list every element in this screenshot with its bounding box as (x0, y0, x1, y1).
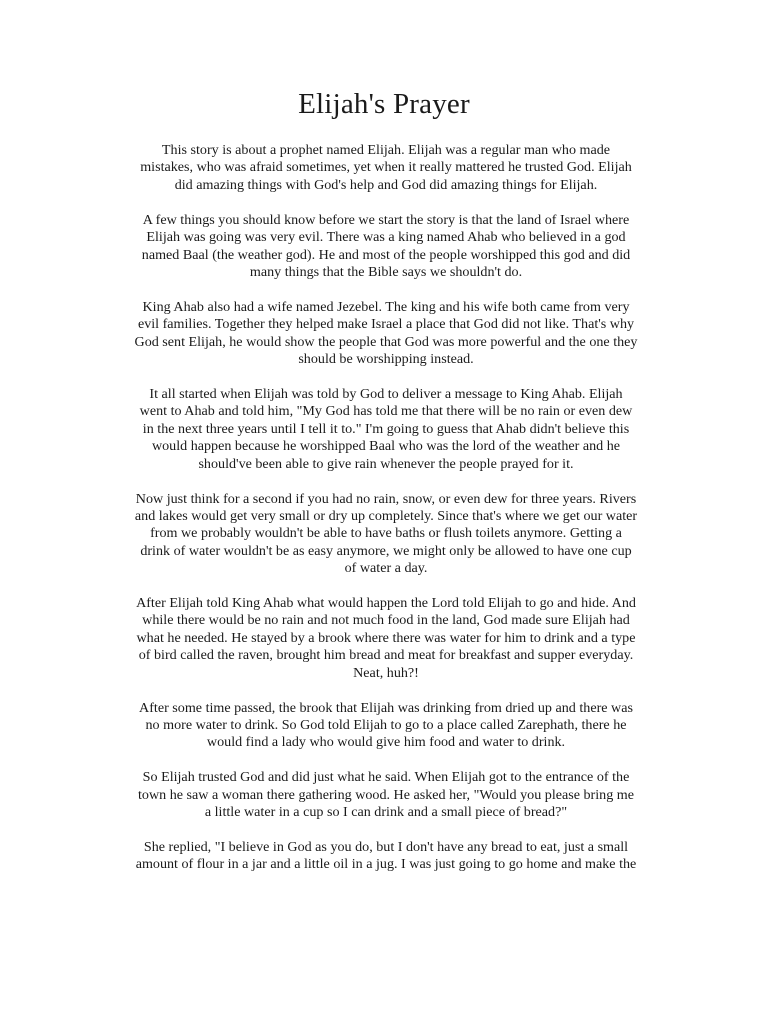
paragraph: A few things you should know before we start the story is that the land of Israel where Elijah was going was very evil. There was a king named Ahab who believed in a god named Baal (the weather god). He and most of the people worshipped this god and did many things that the Bible says we shouldn't do. (141, 211, 631, 280)
paragraph: This story is about a prophet named Elijah. Elijah was a regular man who made mistakes, who was afraid sometimes, yet when it really mattered he trusted God. Elijah did amazing things with God's help and God did amazing things for Elijah. (140, 142, 632, 193)
document-title: Elijah's Prayer (298, 88, 470, 120)
paragraph: So Elijah trusted God and did just what he said. When Elijah got to the entrance of the town he saw a woman there gathering wood. He asked her, "Would you please bring me a little water in a cup so I can drink and a small piece of bread?" (137, 769, 635, 821)
paragraph: It all started when Elijah was told by God to deliver a message to King Ahab. Elijah went to Ahab and told him, "My God has told me that there will be no rain or even dew in the next three years until I tell it to." I'm going to guess that Ahab didn't believe this would happen because he worshipped Baal who was the lord of the weather and he should've been able to give rain whenever the people prayed for it. (139, 385, 633, 472)
paragraph: After some time passed, the brook that Elijah was drinking from dried up and there was no more water to drink. So God told Elijah to go to a place called Zarephath, there he would find a lady who would give him food and water to drink. (139, 699, 633, 751)
paragraph: Now just think for a second if you had no rain, snow, or even dew for three years. Rivers and lakes would get very small or dry up completely. Since that's where we get our water from we probably wouldn't be able to have baths or flush toilets anymore. Getting a drink of water wouldn't be as easy anymore, we might only be allowed to have one cup of water a day. (134, 490, 638, 577)
paragraph: After Elijah told King Ahab what would happen the Lord told Elijah to go and hide. And while there would be no rain and not much food in the land, God made sure Elijah had what he needed. He stayed by a brook where there was water for him to drink and a type of bird called the raven, brought him bread and meat for breakfast and supper everyday. Neat, huh?! (136, 595, 636, 681)
document-body (108, 142, 664, 891)
paragraph: King Ahab also had a wife named Jezebel. The king and his wife both came from very evil families. Together they helped make Israel a place that God did not like. That's why God sent Elijah, he would show the people that God was more powerful and the one they should be worshipping instead. (134, 298, 638, 368)
paragraph: She replied, "I believe in God as you do, but I don't have any bread to eat, just a small amount of flour in a jar and a little oil in a jug. I was just going to go home and make the (135, 839, 637, 873)
